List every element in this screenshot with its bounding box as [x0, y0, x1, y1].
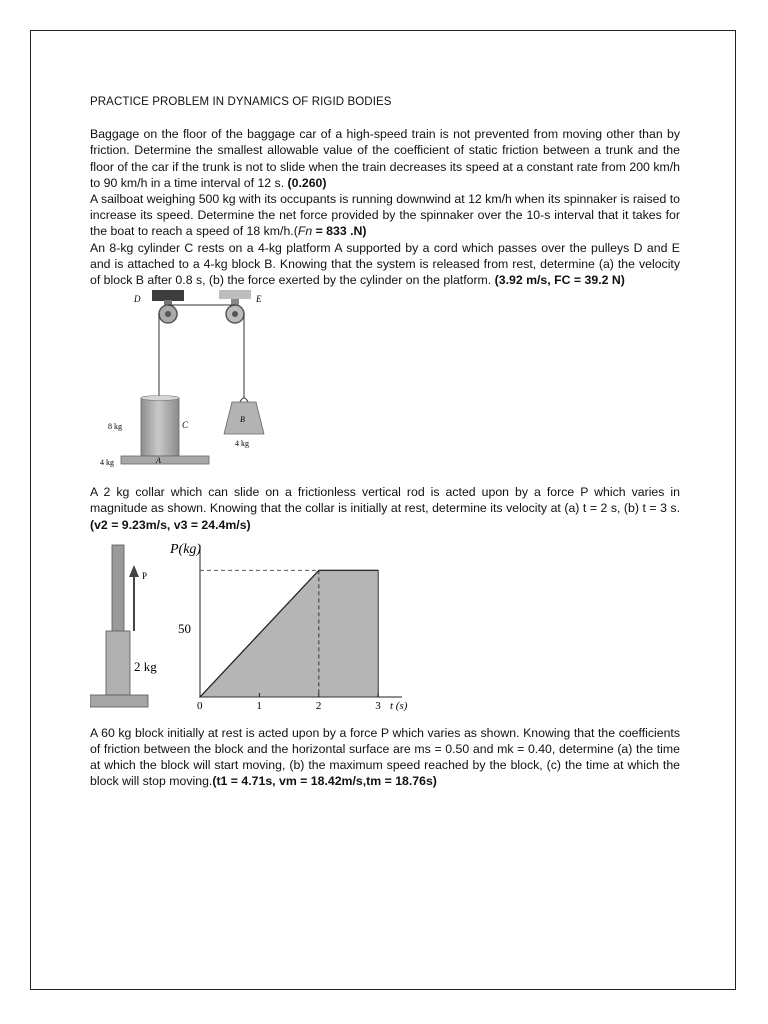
label-d: D — [134, 294, 141, 305]
problem-4-text: A 2 kg collar which can slide on a frictionless vertical rod is acted upon by a force P which varies in magnitude as shown. Knowing that the collar is initially at rest, determine its velocity at (a) t = 2 s, (b) t = 3 s. — [90, 485, 680, 516]
rod-base — [90, 695, 148, 707]
problem-1 — [90, 126, 680, 191]
pulley-figure — [94, 290, 284, 480]
document-title: PRACTICE PROBLEM IN DYNAMICS OF RIGID BODIES — [90, 96, 392, 108]
problem-3 — [90, 240, 680, 289]
cylinder-c — [141, 398, 179, 456]
problem-2-answer-var: Fn — [297, 224, 313, 239]
label-b: B — [240, 415, 245, 425]
force-area — [200, 570, 378, 697]
problem-1-answer: (0.260) — [287, 175, 327, 190]
collar — [106, 631, 130, 695]
collar-mass-label: 2 kg — [134, 658, 157, 674]
problem-2 — [90, 191, 680, 240]
problem-5-answer: (t1 = 4.71s, vm = 18.42m/s,tm = 18.76s) — [212, 774, 437, 789]
problem-1-text: Baggage on the floor of the baggage car of a high-speed train is not prevented from moving other than by friction. Determine the smallest allowable value of the coefficient of static friction between a trunk and the floor of the car if the trunk is not to slide when the train decreases its speed at a constant rate from 200 km/h to 90 km/h in a time interval of 12 s. — [90, 127, 680, 190]
problem-3-text: An 8-kg cylinder C rests on a 4-kg platform A supported by a cord which passes over the pulleys D and E and is attached to a 4-kg block B. Knowing that the system is released from rest, determine (a) the velocity of block B after 0.8 s, (b) the force exerted by the cylinder on the platform. — [90, 240, 680, 288]
x-tick-label: 1 — [256, 699, 262, 712]
mass-c-label: 8 kg — [108, 422, 122, 432]
label-e: E — [256, 294, 262, 305]
support-e — [219, 290, 251, 299]
problem-4 — [90, 484, 680, 533]
force-time-chart — [169, 542, 408, 712]
support-d — [152, 290, 184, 301]
label-a: A — [156, 456, 161, 466]
problem-3-answer: (3.92 m/s, FC = 39.2 N) — [494, 273, 625, 288]
x-tick-label: 2 — [315, 699, 322, 712]
problem-4-answer: (v2 = 9.23m/s, v3 = 24.4m/s) — [90, 517, 251, 532]
mass-a-label: 4 kg — [100, 458, 114, 468]
label-c: C — [182, 420, 189, 431]
mass-b-label: 4 kg — [235, 439, 249, 449]
problem-5 — [90, 725, 680, 790]
platform-a — [121, 456, 209, 464]
y-axis-label: P(kg) — [170, 541, 202, 557]
collar-force-figure — [90, 541, 420, 717]
problem-5-text: A 60 kg block initially at rest is acted upon by a force P which varies as shown. Knowing that the coefficients of friction between the block and the horizontal surface are ms = 0.50 and mk = 0.40, determine (a) the time at which the block will start moving, (b) the maximum speed reached by the block, (c) the time at which the block will stop moving. — [90, 725, 680, 789]
x-axis-label: t (s) — [390, 699, 408, 712]
x-tick-label: 0 — [197, 699, 203, 712]
document-body — [90, 94, 680, 790]
x-tick-label: 3 — [375, 699, 381, 712]
problem-2-answer: = 833 .N) — [312, 224, 367, 239]
force-label: P — [142, 570, 148, 581]
problem-2-text: A sailboat weighing 500 kg with its occupants is running downwind at 12 km/h when its spinnaker is raised to increase its speed. Determine the net force provided by the spinnaker over the 10-s interval that it takes for the boat to reach a speed of 18 km/h.( — [90, 192, 680, 239]
y-tick-50: 50 — [178, 620, 191, 636]
